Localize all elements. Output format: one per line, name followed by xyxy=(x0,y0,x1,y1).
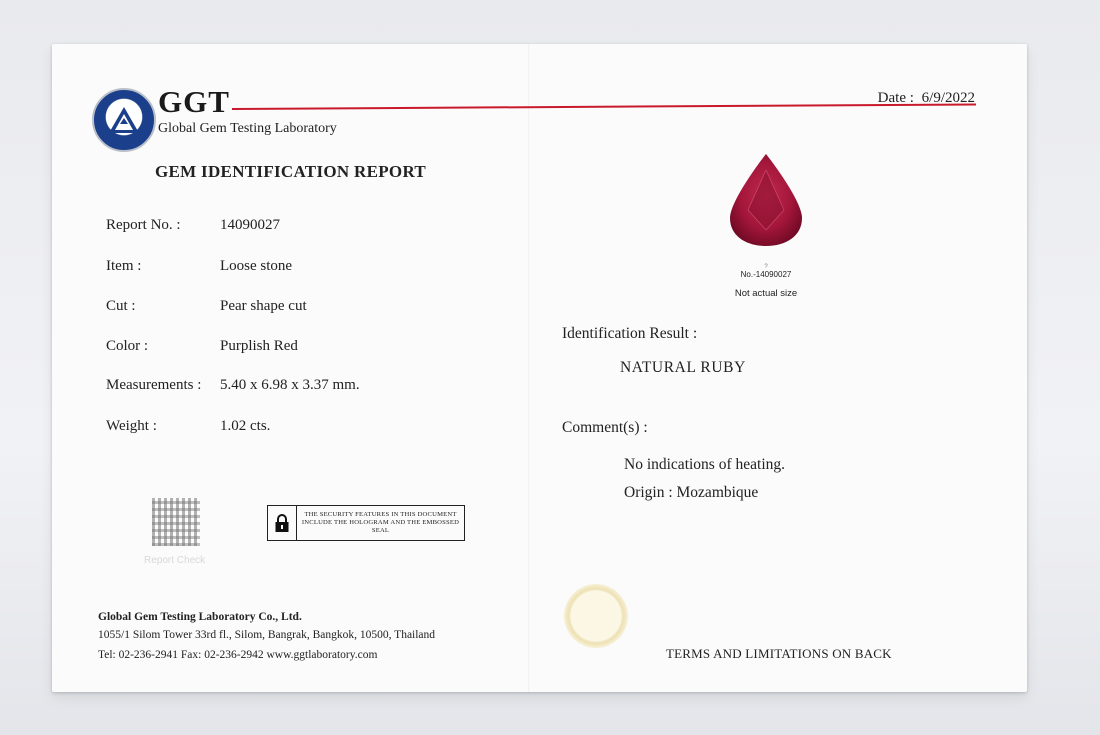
report-title: GEM IDENTIFICATION REPORT xyxy=(155,162,427,181)
field-value: 1.02 cts. xyxy=(220,418,271,434)
gem-report-card xyxy=(52,44,1027,692)
brand-name: GGT xyxy=(158,84,230,119)
report-date xyxy=(874,90,975,107)
lock-icon xyxy=(268,506,297,540)
field-cut xyxy=(106,298,307,315)
field-item xyxy=(106,258,293,275)
field-label: Cut : xyxy=(106,298,136,314)
field-measurements xyxy=(106,377,360,394)
field-label: Color : xyxy=(106,338,149,354)
comments-label: Comment(s) : xyxy=(562,419,648,436)
field-value: Purplish Red xyxy=(220,338,298,354)
footer-contact: Tel: 02-236-2941 Fax: 02-236-2942 www.ggtlaboratory.com xyxy=(98,649,378,661)
security-notice-box xyxy=(267,505,465,541)
identification-result-value: NATURAL RUBY xyxy=(620,359,746,376)
field-label: Item : xyxy=(106,258,142,274)
footer-company: Global Gem Testing Laboratory Co., Ltd. xyxy=(98,611,302,623)
field-weight xyxy=(106,418,271,435)
field-value: 5.40 x 6.98 x 3.37 mm. xyxy=(220,377,360,393)
not-actual-size: Not actual size xyxy=(734,288,798,299)
card-fold xyxy=(528,44,530,692)
identification-result-label: Identification Result : xyxy=(562,325,698,342)
field-value: Loose stone xyxy=(220,258,293,274)
comment-heating: No indications of heating. xyxy=(624,456,785,473)
embossed-gold-seal xyxy=(564,584,628,648)
field-label: Weight : xyxy=(106,418,157,434)
date-value: 6/9/2022 xyxy=(921,90,975,106)
footer-address: 1055/1 Silom Tower 33rd fl., Silom, Bangrak, Bangkok, 10500, Thailand xyxy=(98,629,436,641)
field-color xyxy=(106,338,298,355)
gem-number: ? No.-14090027 xyxy=(740,264,792,279)
field-value: 14090027 xyxy=(220,217,280,233)
field-value: Pear shape cut xyxy=(220,298,307,314)
qr-caption: Report Check xyxy=(144,555,206,566)
brand-block xyxy=(158,86,337,137)
field-label: Report No. : xyxy=(106,217,181,233)
header-red-line xyxy=(232,103,976,110)
ruby-gem-image xyxy=(728,152,804,248)
qr-code[interactable] xyxy=(152,498,200,546)
field-report-no xyxy=(106,217,280,234)
date-label: Date : xyxy=(877,90,914,106)
security-notice-text: THE SECURITY FEATURES IN THIS DOCUMENT INCLUDE THE HOLOGRAM AND THE EMBOSSED SEAL xyxy=(301,510,460,535)
lab-name: Global Gem Testing Laboratory xyxy=(158,121,337,136)
terms-note: TERMS AND LIMITATIONS ON BACK xyxy=(666,646,892,661)
field-label: Measurements : xyxy=(106,377,202,393)
comment-origin: Origin : Mozambique xyxy=(624,484,759,501)
ggt-seal-logo xyxy=(92,88,156,152)
gem-number-text: No.-14090027 xyxy=(740,270,792,279)
